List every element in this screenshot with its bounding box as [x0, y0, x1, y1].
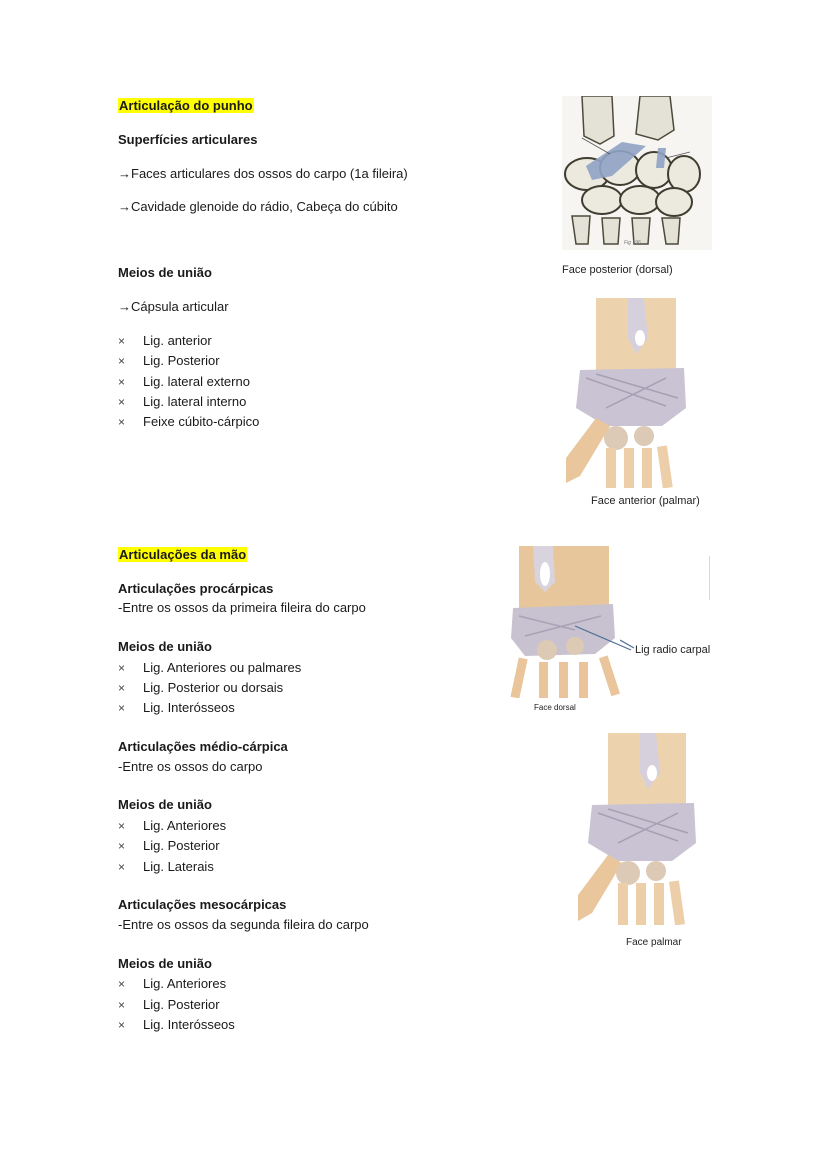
ligament-item: Lig. Posterior — [143, 838, 220, 853]
figure-hand-dorsal — [505, 546, 635, 698]
wrist-bones-sketch-illustration — [562, 96, 712, 250]
figure-wrist-posterior — [562, 96, 712, 250]
figure-caption: Face posterior (dorsal) — [562, 264, 673, 276]
bullet-x-icon: × — [118, 701, 126, 715]
bullet-x-icon: × — [118, 661, 126, 675]
bullet-x-icon: × — [118, 860, 126, 874]
bullet-x-icon: × — [118, 681, 126, 695]
subsection-heading: Articulações mesocárpicas — [118, 897, 287, 912]
bullet-x-icon: × — [118, 998, 126, 1012]
callout-label: Lig radio carpal — [635, 644, 711, 656]
ligament-item: Lig. Interósseos — [143, 700, 235, 715]
bullet-x-icon: × — [118, 375, 126, 389]
ligament-item: Lig. Posterior — [143, 353, 220, 368]
surfaces-heading: Superfícies articulares — [118, 132, 258, 147]
ligament-item: Lig. Anteriores — [143, 818, 227, 833]
ligament-item: Lig. Anteriores — [143, 976, 227, 991]
subsection-heading: Articulações médio-cárpica — [118, 739, 288, 754]
union-heading: Meios de união — [118, 797, 212, 812]
figure-hand-palmar — [578, 733, 700, 925]
ligament-item: Lig. Anteriores ou palmares — [143, 660, 302, 675]
ligament-item: Lig. Laterais — [143, 859, 214, 874]
union-heading: Meios de união — [118, 639, 212, 654]
surface-item: →Faces articulares dos ossos do carpo (1a fileira) — [118, 166, 408, 181]
ligament-item: Lig. Posterior — [143, 997, 220, 1012]
bullet-x-icon: × — [118, 415, 126, 429]
ligament-item: Lig. anterior — [143, 333, 212, 348]
bullet-x-icon: × — [118, 1018, 126, 1032]
bullet-x-icon: × — [118, 819, 126, 833]
union-heading: Meios de união — [118, 265, 212, 280]
image-edge-artifact — [709, 556, 710, 600]
subsection-description: -Entre os ossos da primeira fileira do carpo — [118, 600, 366, 615]
bullet-x-icon: × — [118, 977, 126, 991]
highlighted-title: Articulações da mão — [119, 547, 247, 562]
wrist-palmar-ligaments-illustration — [566, 298, 692, 488]
highlighted-title: Articulação do punho — [119, 98, 253, 113]
figure-number-label: Fig 196 — [624, 240, 641, 246]
figure-caption: Face palmar — [626, 937, 682, 948]
bullet-x-icon: × — [118, 395, 126, 409]
figure-caption: Face dorsal — [534, 703, 576, 712]
subsection-description: -Entre os ossos da segunda fileira do carpo — [118, 917, 369, 932]
ligament-item: Lig. Posterior ou dorsais — [143, 680, 284, 695]
bullet-x-icon: × — [118, 334, 126, 348]
section-title-hand — [118, 547, 247, 563]
ligament-item: Lig. lateral externo — [143, 374, 250, 389]
ligament-item: Lig. Interósseos — [143, 1017, 235, 1032]
figure-caption: Face anterior (palmar) — [591, 495, 700, 507]
ligament-item: Lig. lateral interno — [143, 394, 247, 409]
surface-item: →Cavidade glenoide do rádio, Cabeça do cúbito — [118, 199, 398, 214]
union-heading: Meios de união — [118, 956, 212, 971]
capsule-item: →Cápsula articular — [118, 299, 229, 314]
callout-leader-line — [620, 638, 636, 652]
subsection-description: -Entre os ossos do carpo — [118, 759, 263, 774]
ligament-item: Feixe cúbito-cárpico — [143, 414, 260, 429]
bullet-x-icon: × — [118, 354, 126, 368]
bullet-x-icon: × — [118, 839, 126, 853]
hand-palmar-ligaments-illustration — [578, 733, 700, 925]
section-title-wrist — [118, 98, 254, 114]
subsection-heading: Articulações procárpicas — [118, 581, 274, 596]
figure-wrist-anterior — [566, 298, 692, 488]
hand-dorsal-ligaments-illustration — [505, 546, 635, 698]
